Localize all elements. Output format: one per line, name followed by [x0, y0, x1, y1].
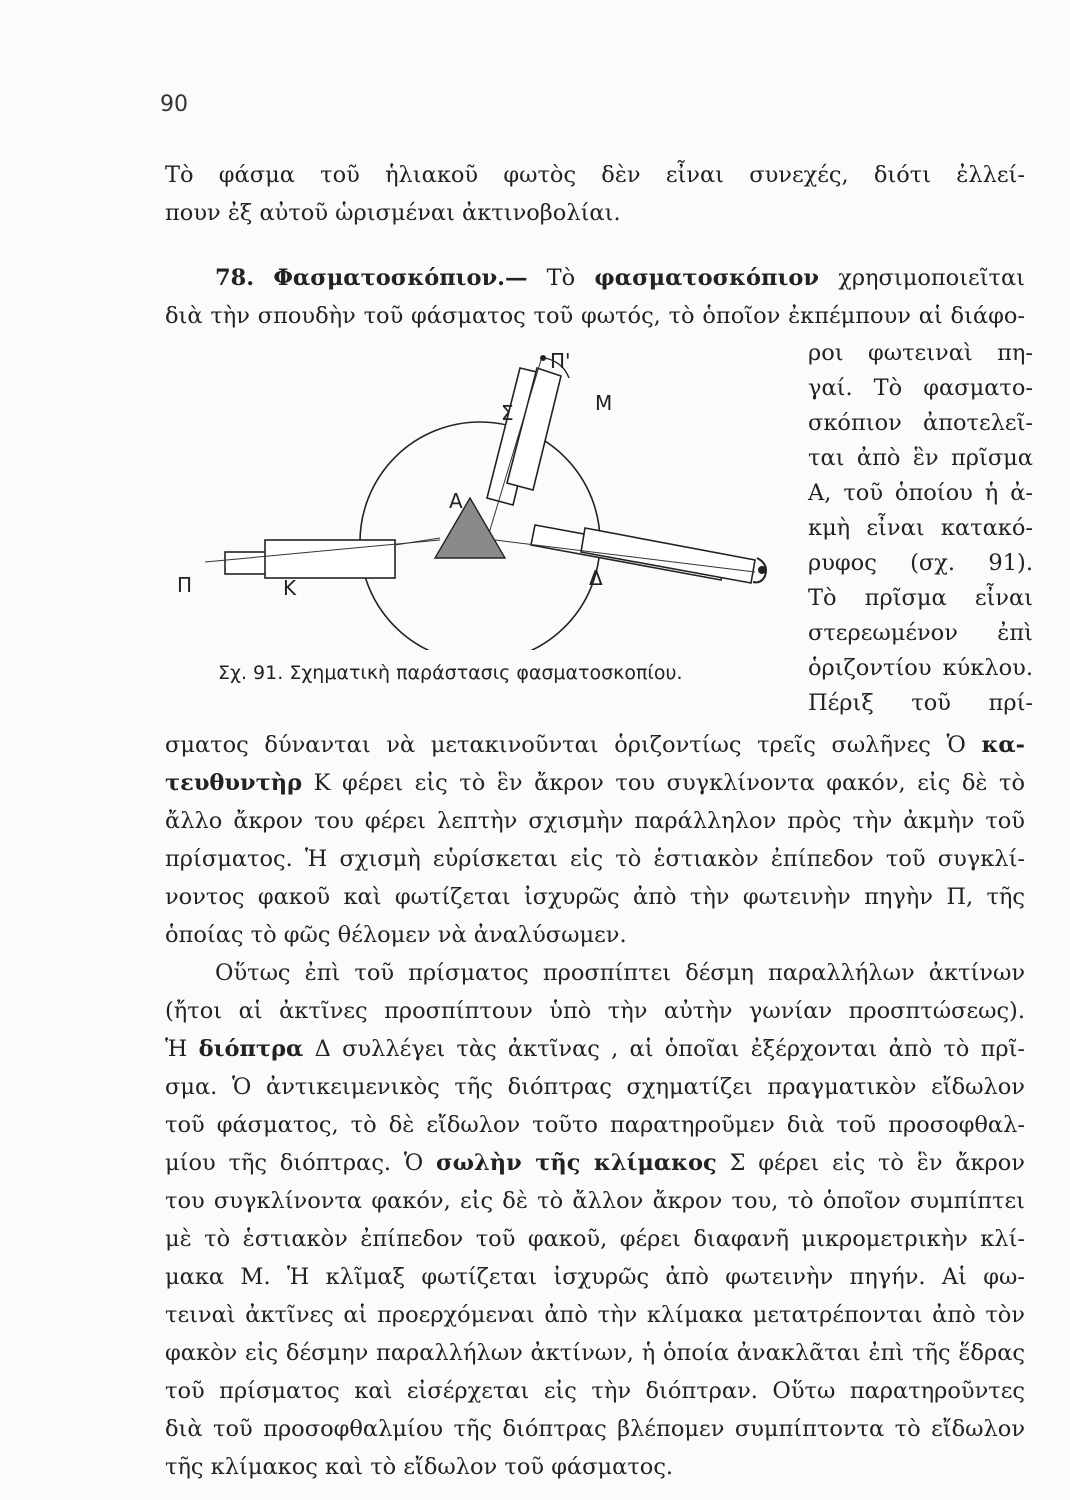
side-line-9: στερεωμένον ἐπὶ [808, 620, 1033, 646]
side-line-1: ροι φωτειναὶ πη- [808, 340, 1033, 366]
body-line-13: του συγκλίνοντα φακόν, εἰς δὲ τὸ ἄλλον ἄκρον του, τὸ ὁποῖον συμπίπτει [165, 1188, 1025, 1214]
label-scale-tube: Σ [501, 401, 514, 425]
side-line-6: κμὴ εἶναι κατακό- [808, 515, 1033, 541]
label-telescope: Δ [589, 566, 603, 590]
section-line-2: διὰ τὴν σπουδὴν τοῦ φάσματος τοῦ φωτός, τὸ ὁποῖον ἐκπέμπουν αἱ διάφο- [165, 303, 1025, 329]
body-line-9 [165, 1034, 1025, 1064]
prism-triangle [435, 498, 505, 558]
side-line-2: γαί. Τὸ φασματο- [808, 375, 1033, 401]
collimator-tube [205, 538, 440, 578]
body-line-1-text: σματος δύνανται νὰ μετακινοῦνται ὁριζοντίως τρεῖς σωλῆνες Ὁ [165, 732, 966, 758]
body-line-3: ἄλλο ἄκρον του φέρει λεπτὴν σχισμὴν παράλληλον πρὸς τὴν ἀκμὴν τοῦ [165, 808, 1025, 834]
label-prism: Α [449, 489, 463, 513]
telescope-tube [495, 525, 766, 583]
term-scale-tube: σωλὴν τῆς κλίμακος [435, 1150, 717, 1176]
side-line-11: Πέριξ τοῦ πρί- [808, 690, 1033, 716]
body-line-16: τειναὶ ἀκτῖνες αἱ προερχόμεναι ἀπὸ τὴν κλίμακα μετατρέπονται ἀπὸ τὸν [165, 1302, 1025, 1328]
body-line-11: τοῦ φάσματος, τὸ δὲ εἴδωλον τοῦτο παρατηροῦμεν διὰ τοῦ προσοφθαλ- [165, 1112, 1025, 1138]
body-line-10: σμα. Ὁ ἀντικειμενικὸς τῆς διόπτρας σχηματίζει πραγματικὸν εἴδωλον [165, 1074, 1025, 1100]
side-line-5: Α, τοῦ ὁποίου ἡ ἀ- [808, 480, 1033, 506]
body-line-14: μὲ τὸ ἑστιακὸν ἐπίπεδον τοῦ φακοῦ, φέρει διαφανῆ μικρομετρικὴν κλί- [165, 1226, 1025, 1252]
body-line-2 [165, 768, 1025, 798]
figure-caption: Σχ. 91. Σχηματικὴ παράστασις φασματοσκοπίου. [218, 662, 683, 684]
side-line-10: ὁριζοντίου κύκλου. [808, 655, 1033, 681]
body-line-5: νοντος φακοῦ καὶ φωτίζεται ἰσχυρῶς ἀπὸ τὴν φωτεινὴν πηγὴν Π, τῆς [165, 884, 1025, 910]
side-line-8: Τὸ πρῖσμα εἶναι [808, 585, 1033, 611]
body-line-17: φακὸν εἰς δέσμην παραλλήλων ἀκτίνων, ἡ ὁποία ἀνακλᾶται ἐπὶ τῆς ἕδρας [165, 1340, 1025, 1366]
label-collimator: Κ [283, 576, 297, 600]
side-line-3: σκόπιον ἀποτελεῖ- [808, 410, 1033, 436]
body-line-8: (ἤτοι αἱ ἀκτῖνες προσπίπτουν ὑπὸ τὴν αὐτὴν γωνίαν προσπτώσεως). [165, 998, 1025, 1024]
section-number: 78. [215, 265, 255, 291]
intro-line-1: Τὸ φάσμα τοῦ ἡλιακοῦ φωτὸς δὲν εἶναι συνεχές, διότι ἐλλεί- [165, 162, 1025, 188]
spectroscope-diagram [165, 340, 805, 650]
section-term: φασματοσκόπιον [594, 265, 820, 291]
body-line-9-b: Δ συλλέγει τὰς ἀκτῖνας , αἱ ὁποῖαι ἐξέρχονται ἀπὸ τὸ πρῖ- [314, 1036, 1026, 1062]
body-line-12 [165, 1148, 1025, 1178]
body-line-19: διὰ τοῦ προσοφθαλμίου τῆς διόπτρας βλέπομεν συμπίπτοντα τὸ εἴδωλον [165, 1416, 1025, 1442]
spectroscope-figure [165, 340, 805, 650]
side-line-4: ται ἀπὸ ἓν πρῖσμα [808, 445, 1033, 471]
body-line-12-a: μίου τῆς διόπτρας. Ὁ [165, 1150, 424, 1176]
section-title: Φασματοσκόπιον.— [273, 265, 528, 291]
scale-tube [487, 355, 569, 540]
term-telescope: διόπτρα [198, 1036, 304, 1062]
body-line-12-b: Σ φέρει εἰς τὸ ἓν ἄκρον [729, 1150, 1025, 1176]
body-line-2-text: Κ φέρει εἰς τὸ ἓν ἄκρον του συγκλίνοντα φακόν, εἰς δὲ τὸ [313, 770, 1025, 796]
body-line-15: μακα Μ. Ἡ κλῖμαξ φωτίζεται ἰσχυρῶς ἀπὸ φωτεινὴν πηγήν. Αἱ φω- [165, 1264, 1025, 1290]
section-text-b: χρησιμοποιεῖται [838, 265, 1025, 291]
body-line-7: Οὕτως ἐπὶ τοῦ πρίσματος προσπίπτει δέσμη παραλλήλων ἀκτίνων [215, 960, 1025, 986]
body-line-20: τῆς κλίμακος καὶ τὸ εἴδωλον τοῦ φάσματος. [165, 1454, 674, 1480]
page-number: 90 [160, 92, 188, 117]
body-line-9-a: Ἡ [165, 1036, 188, 1062]
section-heading-line [165, 263, 1025, 293]
body-line-1 [165, 730, 1025, 760]
body-line-18: τοῦ πρίσματος καὶ εἰσέρχεται εἰς τὴν διόπτραν. Οὕτω παρατηροῦντες [165, 1378, 1025, 1404]
body-line-4: πρίσματος. Ἡ σχισμὴ εὑρίσκεται εἰς τὸ ἑστιακὸν ἐπίπεδον τοῦ συγκλί- [165, 846, 1025, 872]
intro-line-2: πουν ἐξ αὐτοῦ ὡρισμέναι ἀκτινοβολίαι. [165, 200, 621, 226]
side-line-7: ρυφος (σχ. 91). [808, 550, 1033, 576]
term-collimator-b: τευθυντὴρ [165, 770, 303, 796]
term-collimator-a: κα- [981, 732, 1025, 758]
label-scale: Μ [595, 391, 613, 415]
label-source-prime: Π' [550, 349, 571, 373]
section-text-a: Τὸ [546, 265, 576, 291]
label-source: Π [177, 573, 193, 597]
body-line-6: ὁποίας τὸ φῶς θέλομεν νὰ ἀναλύσωμεν. [165, 922, 627, 948]
